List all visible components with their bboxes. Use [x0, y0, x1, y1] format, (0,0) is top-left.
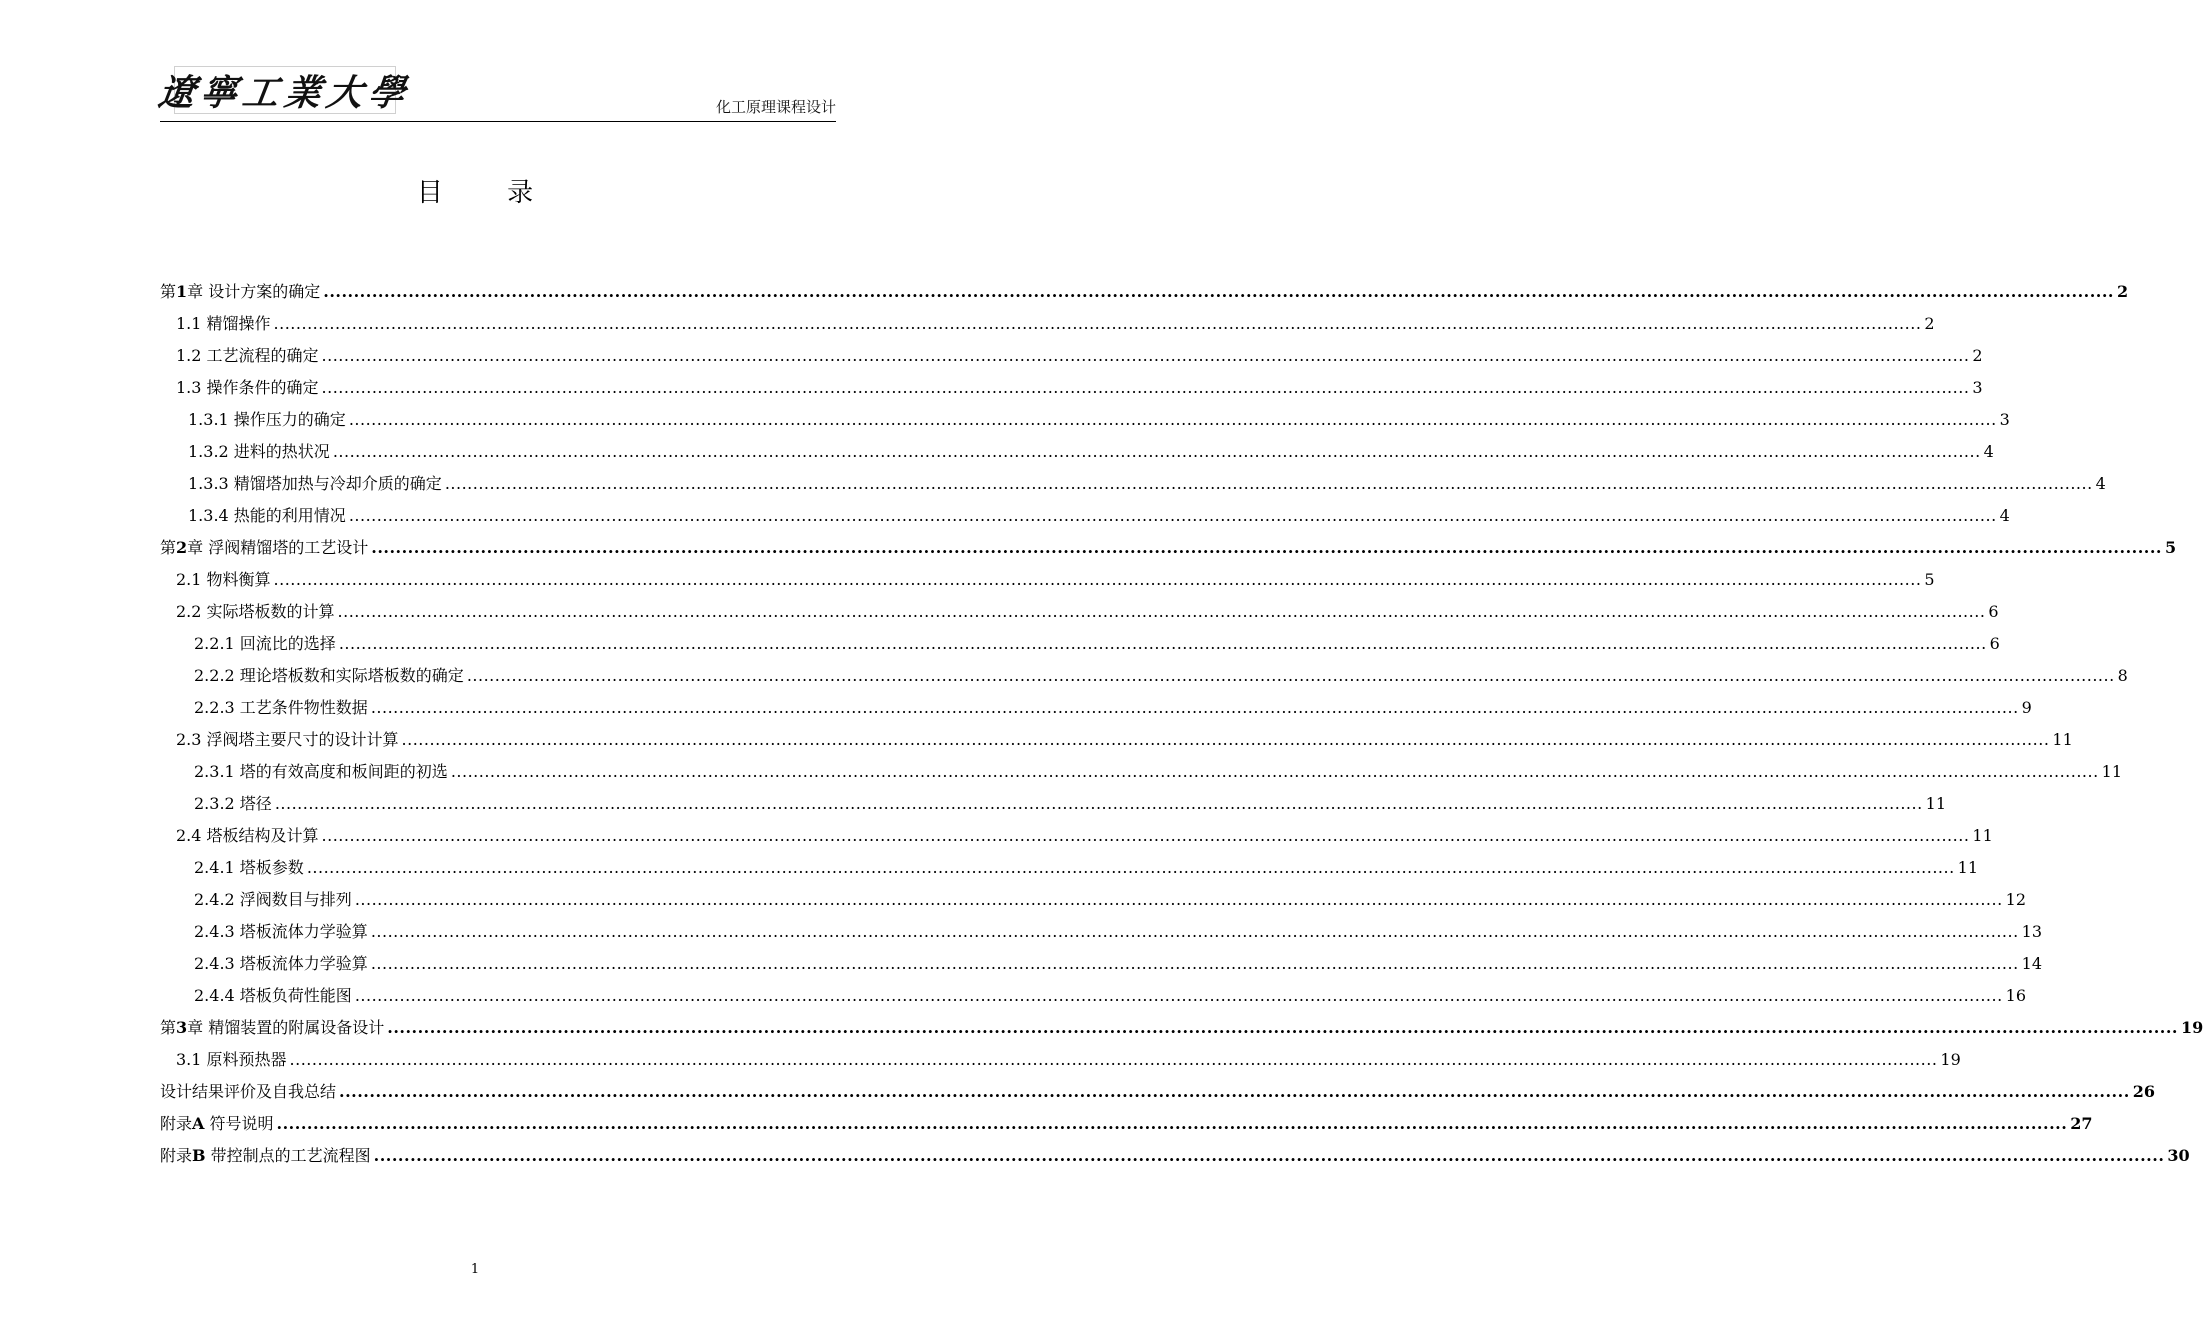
toc-entry-2-4[interactable]: 2.4 塔板结构及计算 ..... 11: [176, 820, 836, 846]
university-logo: [155, 66, 414, 114]
leader-dots: [307, 858, 1955, 878]
toc-page-number: 4: [2095, 474, 2106, 493]
toc-entry-2-4-2[interactable]: 2.4.2 浮阀数目与排列 ..... 12: [194, 884, 836, 910]
leader-dots: [323, 282, 2114, 302]
toc-entry-2-3-1[interactable]: 2.3.1 塔的有效高度和板间距的初选 ..... 11: [194, 756, 836, 782]
toc-page-number: 16: [2005, 986, 2027, 1005]
leader-dots: [402, 730, 2050, 750]
toc-entry-1-2[interactable]: 1.2 工艺流程的确定 ..... 2: [176, 340, 836, 366]
toc-page-number: 11: [1972, 826, 1993, 845]
toc-page-number: 19: [2181, 1018, 2203, 1037]
toc-page-number: 14: [2021, 954, 2043, 973]
leader-dots: [339, 1082, 2130, 1102]
toc-page-number: 8: [2117, 666, 2128, 685]
toc-entry-1-3[interactable]: 1.3 操作条件的确定 ..... 3: [176, 372, 836, 398]
footer-page-number: 1: [470, 1262, 480, 1277]
toc-page-number: 11: [2052, 730, 2073, 749]
toc-entry-2-3[interactable]: 2.3 浮阀塔主要尺寸的设计计算 ..... 11: [176, 724, 836, 750]
toc-page-number: 11: [2101, 762, 2123, 781]
leader-dots: [371, 698, 2019, 718]
toc-entry-3-1[interactable]: 3.1 原料预热器 ..... 19: [176, 1044, 836, 1070]
leader-dots: [349, 506, 1997, 526]
toc-page-number: 3: [1999, 410, 2010, 429]
leader-dots: [333, 442, 1981, 462]
toc-page-number: 6: [1989, 634, 2000, 653]
leader-dots: [387, 1018, 2178, 1038]
toc-page-number: 2: [1972, 346, 1983, 365]
header-divider: [160, 121, 836, 122]
toc-page-number: 19: [1940, 1050, 1961, 1069]
toc-entry-2-1[interactable]: 2.1 物料衡算 ..... 5: [176, 564, 836, 590]
logo-text: 遼寧工業大學: [155, 71, 414, 114]
toc-page-number: 5: [2165, 538, 2177, 557]
leader-dots: [371, 538, 2162, 558]
toc-page-number: 11: [1925, 794, 1947, 813]
toc-entry-1-3-1[interactable]: 1.3.1 操作压力的确定 ..... 3: [188, 404, 836, 430]
leader-dots: [274, 570, 1922, 590]
toc-entry-1-3-2[interactable]: 1.3.2 进料的热状况 ..... 4: [188, 436, 836, 462]
leader-dots: [339, 634, 1987, 654]
toc-page-number: 11: [1957, 858, 1979, 877]
leader-dots: [274, 314, 1922, 334]
toc-entry-1-1[interactable]: 1.1 精馏操作 ..... 2: [176, 308, 836, 334]
toc-entry-appendix-b[interactable]: 附录B 带控制点的工艺流程图 ..... 30: [160, 1140, 836, 1166]
toc-page-number: 9: [2021, 698, 2032, 717]
leader-dots: [322, 826, 1970, 846]
toc-title: 目 录: [416, 178, 562, 208]
toc-entry-2-2[interactable]: 2.2 实际塔板数的计算 ..... 6: [176, 596, 836, 622]
leader-dots: [445, 474, 2093, 494]
toc-entry-2-4-1[interactable]: 2.4.1 塔板参数 ..... 11: [194, 852, 836, 878]
toc-entry-2-4-3[interactable]: 2.4.3 塔板流体力学验算 ..... 13: [194, 916, 836, 942]
toc-page-number: 30: [2167, 1146, 2190, 1165]
leader-dots: [322, 346, 1970, 366]
toc-entry-chapter-1[interactable]: 第1章 设计方案的确定 ..... 2: [160, 276, 836, 302]
toc-entry-chapter-3[interactable]: 第3章 精馏装置的附属设备设计 ..... 19: [160, 1012, 836, 1038]
toc-page-number: 4: [1999, 506, 2010, 525]
toc-page-number: 13: [2021, 922, 2043, 941]
toc-entry-2-4-3b[interactable]: 2.4.3 塔板流体力学验算 ..... 14: [194, 948, 836, 974]
toc-entry-appendix-a[interactable]: 附录A 符号说明 ..... 27: [160, 1108, 836, 1134]
leader-dots: [355, 890, 2003, 910]
toc-page-number: 2: [1924, 314, 1935, 333]
leader-dots: [374, 1146, 2165, 1166]
course-title: 化工原理课程设计: [715, 98, 836, 116]
leader-dots: [467, 666, 2115, 686]
leader-dots: [277, 1114, 2068, 1134]
toc-page-number: 3: [1972, 378, 1983, 397]
leader-dots: [322, 378, 1970, 398]
leader-dots: [349, 410, 1997, 430]
toc-entry-2-2-3[interactable]: 2.2.3 工艺条件物性数据 ..... 9: [194, 692, 836, 718]
toc-page-number: 6: [1988, 602, 1999, 621]
toc-entry-1-3-4[interactable]: 1.3.4 热能的利用情况 ..... 4: [188, 500, 836, 526]
leader-dots: [371, 954, 2019, 974]
toc-page-number: 27: [2070, 1114, 2093, 1133]
leader-dots: [355, 986, 2003, 1006]
toc-entry-chapter-2[interactable]: 第2章 浮阀精馏塔的工艺设计 ..... 5: [160, 532, 836, 558]
leader-dots: [275, 794, 1923, 814]
toc-page-number: 26: [2132, 1082, 2156, 1101]
toc-entry-1-3-3[interactable]: 1.3.3 精馏塔加热与冷却介质的确定 ..... 4: [188, 468, 836, 494]
toc-entry-2-2-2[interactable]: 2.2.2 理论塔板数和实际塔板数的确定 ..... 8: [194, 660, 836, 686]
leader-dots: [371, 922, 2019, 942]
toc-page-number: 5: [1924, 570, 1935, 589]
toc-page-number: 2: [2117, 282, 2129, 301]
leader-dots: [290, 1050, 1938, 1070]
toc-entry-2-2-1[interactable]: 2.2.1 回流比的选择 ..... 6: [194, 628, 836, 654]
toc-entry-evaluation[interactable]: 设计结果评价及自我总结 ..... 26: [160, 1076, 836, 1102]
leader-dots: [338, 602, 1986, 622]
toc-entry-2-3-2[interactable]: 2.3.2 塔径 ..... 11: [194, 788, 836, 814]
toc-entry-2-4-4[interactable]: 2.4.4 塔板负荷性能图 ..... 16: [194, 980, 836, 1006]
toc-page-number: 4: [1983, 442, 1994, 461]
leader-dots: [451, 762, 2099, 782]
toc-page-number: 12: [2005, 890, 2027, 909]
